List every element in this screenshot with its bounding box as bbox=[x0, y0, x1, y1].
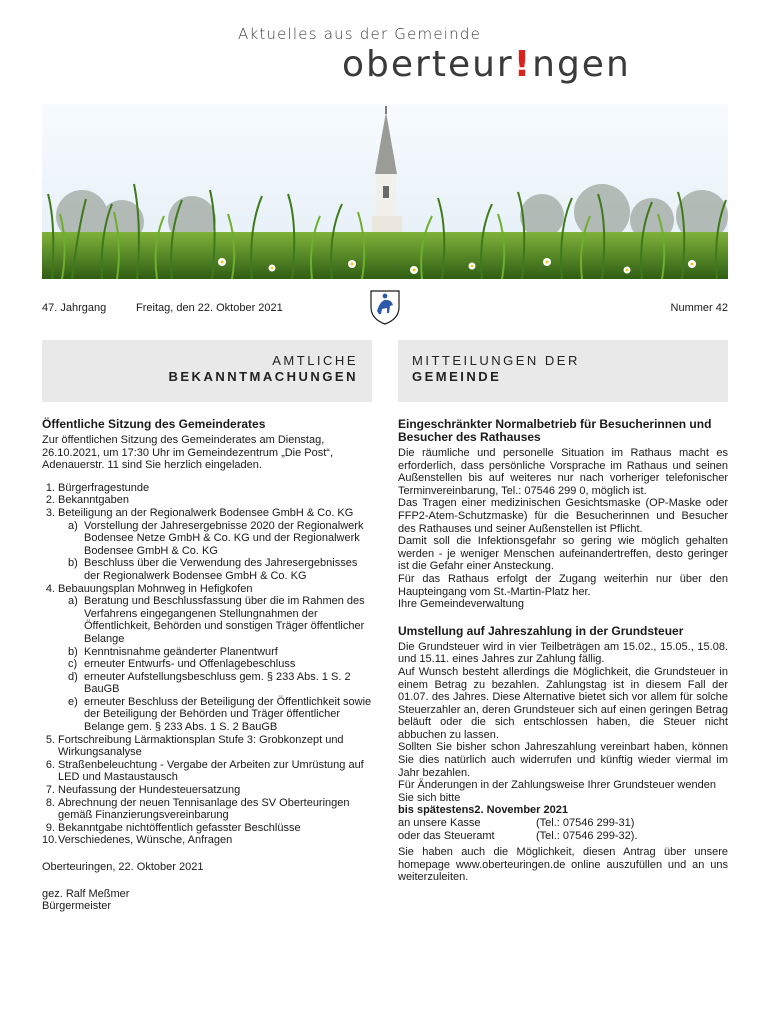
right-column bbox=[398, 418, 728, 884]
contact-row: oder das Steueramt (Tel.: 07546 299-32). bbox=[398, 829, 638, 842]
article-paragraph: Das Tragen einer medizinischen Gesichtsmaske (OP-Maske oder FFP2-Atem-Schutzmaske) für die Besucherinnen und Besucher des Rathauses und seiner Außenstellen ist Pflicht. bbox=[398, 497, 728, 535]
agenda-subitem: a) Vorstellung der Jahresergebnisse 2020 der Regionalwerk Bodensee Netze GmbH & Co. KG und der Regionalwerk Bodensee GmbH & Co. KG bbox=[68, 519, 364, 557]
article-paragraph: Für das Rathaus erfolgt der Zugang weiterhin nur über den Haupteingang vom St.-Martin-Platz her. bbox=[398, 572, 728, 598]
agenda-subitem: c) erneuter Entwurfs- und Offenlagebeschluss bbox=[68, 658, 296, 671]
article-intro: Zur öffentlichen Sitzung des Gemeinderates am Dienstag, 26.10.2021, um 17:30 Uhr im Gemeindezentrum „Die Post“, Adenauerstr. 11 sind Sie herzlich eingeladen. bbox=[42, 434, 334, 472]
article-paragraph: Sollten Sie bisher schon Jahreszahlung vereinbart haben, können Sie dies natürlich auch widerrufen und künftig wieder viermal im Jahr bezahlen. bbox=[398, 741, 728, 779]
agenda-item: 2. Bekanntgaben bbox=[45, 494, 129, 507]
article-signoff: Ihre Gemeindeverwaltung bbox=[398, 598, 524, 611]
municipality-logo bbox=[342, 44, 631, 85]
agenda-list bbox=[42, 482, 375, 847]
issue-number: Nummer 42 bbox=[670, 302, 728, 314]
issue-date: Freitag, den 22. Oktober 2021 bbox=[136, 302, 283, 314]
place-date: Oberteuringen, 22. Oktober 2021 bbox=[42, 861, 204, 873]
agenda-item: 5. Fortschreibung Lärmaktionsplan Stufe 3: Grobkonzept und Wirkungsanalyse bbox=[45, 733, 344, 759]
agenda-subitem: a) Beratung und Beschlussfassung über die im Rahmen des Verfahrens eingegangenen Stellungnahmen der Öffentlichkeit, Behörden und sonstigen Träger öffentlicher Belange bbox=[68, 595, 365, 645]
hero-photo bbox=[42, 104, 728, 279]
deadline: bis spätestens2. November 2021 bbox=[398, 804, 568, 817]
agenda-item: 1. Bürgerfragestunde bbox=[45, 481, 150, 494]
agenda-subitem: b) Kenntnisnahme geänderter Planentwurf bbox=[68, 645, 278, 658]
agenda-item: 4. Bebauungsplan Mohnweg in Hefigkofen a) Beratung und Beschlussfassung über die im Rahmen des Verfahrens eingegangenen Stellungnahmen der Öffentlichkeit, Behörden und sonstigen Träger öffentlicher Belange b) Kenntnisnahme geänderter Planentwurf c) erneuter Entwurfs- und Offenlagebeschluss d) erneuter Aufstellungsbeschluss gem. § 233 Abs. 1 S. 2 BauGB e) erneuter Beschluss der Beteiligung der Öffentlichkeit sowie der Beteiligung der Behörden und Träger öffentlicher Belange gem. § 233 Abs. 1 S. 2 BauGB bbox=[42, 583, 375, 734]
section-header-line2: BEKANNTMACHUNGEN bbox=[168, 369, 358, 384]
article-paragraph: Die Grundsteuer wird in vier Teilbeträgen am 15.02., 15.05., 15.08. und 15.11. eines Jahres zur Zahlung fällig. bbox=[398, 640, 728, 666]
section-header-mitteilungen bbox=[398, 340, 728, 402]
section-header-line1: MITTEILUNGEN DER bbox=[412, 353, 580, 368]
agenda-item: 10. Verschiedenes, Wünsche, Anfragen bbox=[42, 834, 233, 847]
article-paragraph: Für Änderungen in der Zahlungsweise Ihrer Grundsteuer wenden Sie sich bitte bbox=[398, 779, 716, 804]
agenda-subitem: d) erneuter Aufstellungsbeschluss gem. § 233 Abs. 1 S. 2 BauGB bbox=[68, 670, 351, 696]
article-paragraph: Damit soll die Infektionsgefahr so gering wie möglich gehalten werden - je weniger Menschen aufeinandertreffen, desto geringer ist die Gefahr einer Ansteckung. bbox=[398, 535, 728, 573]
article-heading: Umstellung auf Jahreszahlung in der Grundsteuer bbox=[398, 623, 684, 638]
masthead-subtitle: Aktuelles aus der Gemeinde bbox=[238, 25, 481, 43]
agenda-sublist bbox=[58, 595, 375, 734]
church-meadow-illustration bbox=[42, 104, 728, 279]
coat-of-arms-icon bbox=[368, 287, 402, 325]
logo-accent-mark: ! bbox=[513, 44, 533, 85]
logo-text-part1: oberteur bbox=[342, 44, 514, 85]
signature-name: gez. Ralf Meßmer bbox=[42, 887, 130, 900]
agenda-subitem: b) Beschluss über die Verwendung des Jahresergebnisses der Regionalwerk Bodensee GmbH & Co. KG bbox=[68, 557, 358, 582]
section-header-line2: GEMEINDE bbox=[412, 369, 502, 384]
agenda-subitem: e) erneuter Beschluss der Beteiligung der Öffentlichkeit sowie der Beteiligung der Behörden und Träger öffentlicher Belange gem. § 233 Abs. 1 S. 2 BauGB bbox=[68, 695, 372, 734]
left-column bbox=[42, 418, 375, 913]
agenda-item: 8. Abrechnung der neuen Tennisanlage des SV Oberteuringen gemäß Finanzierungsvereinbarung bbox=[45, 796, 350, 822]
agenda-item: 7. Neufassung der Hundesteuersatzung bbox=[45, 784, 241, 797]
contact-row: an unsere Kasse (Tel.: 07546 299-31) bbox=[398, 817, 635, 830]
article-paragraph: Sie haben auch die Möglichkeit, diesen Antrag über unsere homepage www.oberteuringen.de online auszufüllen und an uns weiterzuleiten. bbox=[398, 846, 728, 884]
article-paragraph: Die räumliche und personelle Situation im Rathaus macht es erforderlich, dass persönliche Vorsprache im Rathaus und seinen Außenstellen bis auf weiteres nur nach vorheriger telefonischer Terminvereinbarung, Tel.: 07546 299 0, möglich ist. bbox=[398, 447, 728, 497]
agenda-item: 3. Beteiligung an der Regionalwerk Bodensee GmbH & Co. KG a) Vorstellung der Jahresergebnisse 2020 der Regionalwerk Bodensee Netze GmbH & Co. KG und der Regionalwerk Bodensee GmbH & Co. KG b) Beschluss über die Verwendung des Jahresergebnisses der Regionalwerk Bodensee GmbH & Co. KG bbox=[42, 507, 375, 583]
article-paragraph: Auf Wunsch besteht allerdings die Möglichkeit, die Grundsteuer in einem Betrag zu bezahlen. Zahlungstag ist in diesem Fall der 01.07. des Jahres. Diese Alternative bietet sich vor allem für solche Steuerzahler an, deren Grundsteuer sich auf einen geringen Betrag beläuft oder die sich entschlossen haben, die Steuer nicht abbuchen zu lassen. bbox=[398, 665, 728, 741]
section-header-line1: AMTLICHE bbox=[272, 353, 358, 368]
signature-role: Bürgermeister bbox=[42, 900, 112, 913]
agenda-item: 9. Bekanntgabe nichtöffentlich gefasster Beschlüsse bbox=[45, 821, 301, 834]
issue-year: 47. Jahrgang bbox=[42, 302, 107, 314]
article-heading: Öffentliche Sitzung des Gemeinderates bbox=[42, 417, 266, 431]
section-header-amtliche bbox=[42, 340, 372, 402]
article-heading: Eingeschränkter Normalbetrieb für Besucherinnen und Besucher des Rathauses bbox=[398, 417, 712, 444]
logo-text-part2: ngen bbox=[532, 44, 631, 85]
agenda-item: 6. Straßenbeleuchtung - Vergabe der Arbeiten zur Umrüstung auf LED und Mastaustausch bbox=[45, 758, 364, 784]
agenda-sublist bbox=[58, 520, 375, 583]
